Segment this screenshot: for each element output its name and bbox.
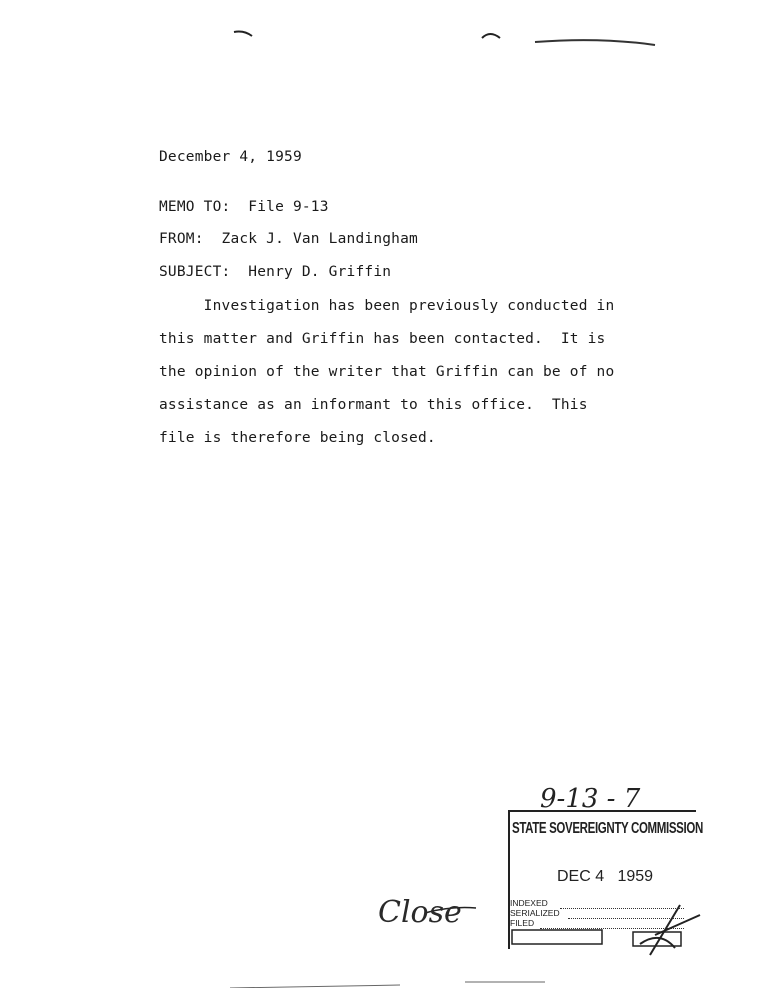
stamp-file-number: 9-13 - 7: [540, 784, 641, 814]
stamp-label-serialized: SERIALIZED: [510, 908, 560, 918]
body-line: this matter and Griffin has been contacted. It is: [159, 331, 606, 347]
stamp-dotline: [540, 928, 684, 929]
stamp-label-filed: FILED: [510, 918, 535, 928]
stamp-label-indexed: INDEXED: [510, 898, 548, 908]
stamp-dotline: [568, 918, 684, 919]
stamp-date: DEC 4 1959: [557, 868, 654, 885]
memo-to: MEMO TO: File 9-13: [159, 199, 329, 215]
stamp-dotline: [560, 908, 684, 909]
body-line: file is therefore being closed.: [159, 430, 436, 446]
stamp-title: STATE SOVEREIGNTY COMMISSION: [512, 820, 703, 837]
body-line: the opinion of the writer that Griffin can be of no: [159, 364, 615, 380]
body-line: assistance as an informant to this office. This: [159, 397, 588, 413]
scan-marks-top: [0, 0, 763, 60]
stamp-labels: [510, 898, 560, 928]
handwritten-close-note: Close: [378, 895, 462, 930]
memo-from: FROM: Zack J. Van Landingham: [159, 231, 418, 247]
memo-subject: SUBJECT: Henry D. Griffin: [159, 264, 392, 280]
body-line: Investigation has been previously conducted in: [159, 298, 615, 314]
memo-date: December 4, 1959: [159, 149, 302, 165]
